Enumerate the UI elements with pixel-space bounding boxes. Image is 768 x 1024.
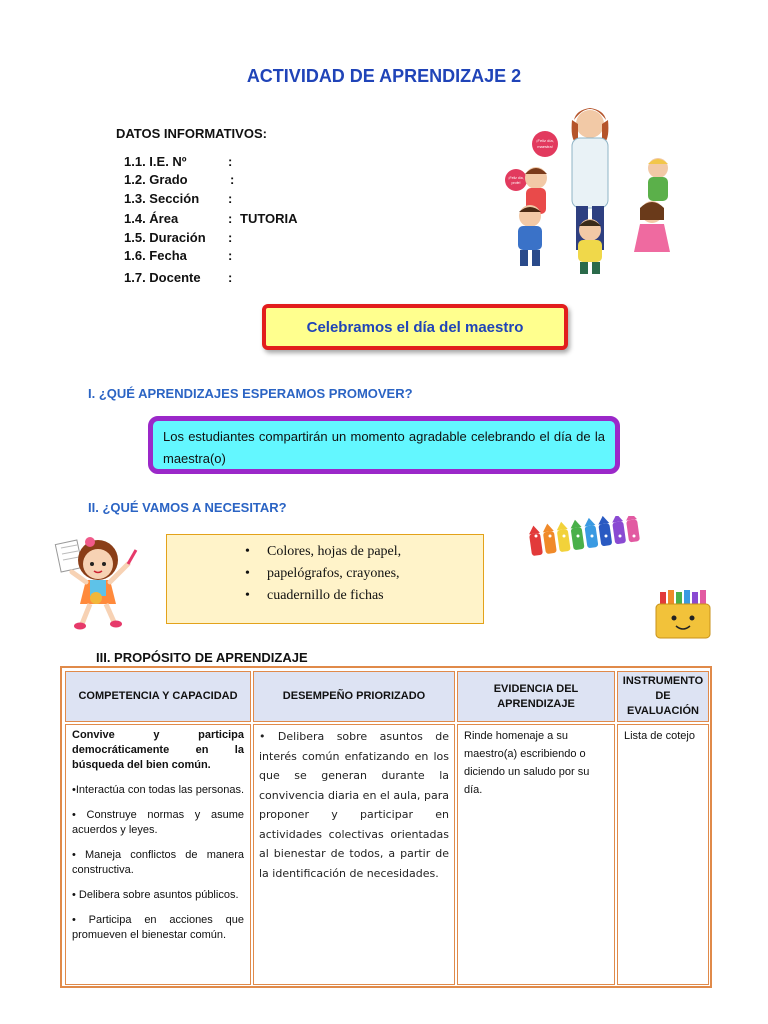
info-label: 1.4. Área xyxy=(124,211,179,226)
info-label: 1.3. Sección xyxy=(124,191,200,206)
bubble-2-text-b: profe! xyxy=(511,181,521,185)
competence-item: • Construye normas y asume acuerdos y leyes. xyxy=(72,809,244,836)
purpose-table xyxy=(60,666,712,988)
competence-item: • Maneja conflictos de manera constructiva. xyxy=(72,849,244,876)
materials-list xyxy=(167,541,483,607)
info-label: 1.1. I.E. Nº xyxy=(124,154,187,169)
header-performance: DESEMPEÑO PRIORIZADO xyxy=(253,671,455,722)
materials-item: • cuadernillo de fichas xyxy=(245,588,384,603)
bubble-2-text-a: ¡Feliz día, xyxy=(508,176,524,180)
info-label: 1.2. Grado xyxy=(124,172,188,187)
performance-cell: • Delibera sobre asuntos de interés común enfatizando en los que se generan durante la convivencia diaria en el aula, para proponer y participar en actividades colectivas orientadas al bienestar de todos, a partir de la identificación de necesidades. xyxy=(253,724,455,985)
info-row-duracion: 1.5. Duración : xyxy=(124,230,233,245)
competence-cell xyxy=(65,724,251,985)
info-row-fecha: 1.6. Fecha : xyxy=(124,248,233,263)
info-label: 1.6. Fecha xyxy=(124,248,187,263)
info-label: 1.7. Docente xyxy=(124,270,201,285)
info-heading: DATOS INFORMATIVOS: xyxy=(116,126,267,141)
bubble-1-text-b: maestra! xyxy=(537,144,553,149)
competence-item: • Delibera sobre asuntos públicos. xyxy=(72,889,239,901)
header-instrument: INSTRUMENTO DE EVALUACIÓN xyxy=(617,671,709,722)
section-3-heading: III. PROPÓSITO DE APRENDIZAJE xyxy=(96,650,308,665)
crayon-box-illustration xyxy=(654,588,714,640)
competence-item: • Participa en acciones que promueven el bienestar común. xyxy=(72,914,244,941)
info-value: TUTORIA xyxy=(240,211,298,226)
instrument-cell: Lista de cotejo xyxy=(617,724,709,985)
bubble-1-text-a: ¡Feliz día, xyxy=(536,138,554,143)
bubble-2 xyxy=(505,169,527,191)
materials-item: • papelógrafos, crayones, xyxy=(245,566,400,581)
session-title-box: Celebramos el día del maestro xyxy=(262,304,568,350)
competence-item: •Interactúa con todas las personas. xyxy=(72,784,245,796)
materials-item: • Colores, hojas de papel, xyxy=(245,544,402,559)
bubble-1 xyxy=(532,131,558,157)
header-evidence: EVIDENCIA DEL APRENDIZAJE xyxy=(457,671,615,722)
competence-title: Convive y participa democráticamente en la búsqueda del bien común. xyxy=(72,729,244,771)
section-1-heading: I. ¿QUÉ APRENDIZAJES ESPERAMOS PROMOVER? xyxy=(88,386,413,401)
info-row-area: 1.4. Área : TUTORIA xyxy=(124,211,298,226)
info-row-ie: 1.1. I.E. Nº : xyxy=(124,154,233,169)
learning-goal-box: Los estudiantes compartirán un momento agradable celebrando el día de la maestra(o) xyxy=(148,416,620,474)
info-row-seccion: 1.3. Sección : xyxy=(124,191,233,206)
evidence-cell: Rinde homenaje a su maestro(a) escribiendo o diciendo un saludo por su día. xyxy=(457,724,615,985)
girl-illustration xyxy=(52,528,144,634)
document-title: ACTIVIDAD DE APRENDIZAJE 2 xyxy=(246,66,522,86)
info-row-grado: 1.2. Grado : xyxy=(124,172,235,187)
header-competence: COMPETENCIA Y CAPACIDAD xyxy=(65,671,251,722)
teacher-children-illustration xyxy=(500,102,680,278)
info-label: 1.5. Duración xyxy=(124,230,206,245)
info-row-docente: 1.7. Docente : xyxy=(124,270,233,285)
crayons-row-illustration xyxy=(526,516,652,558)
materials-box xyxy=(166,534,484,624)
section-2-heading: II. ¿QUÉ VAMOS A NECESITAR? xyxy=(88,500,287,515)
